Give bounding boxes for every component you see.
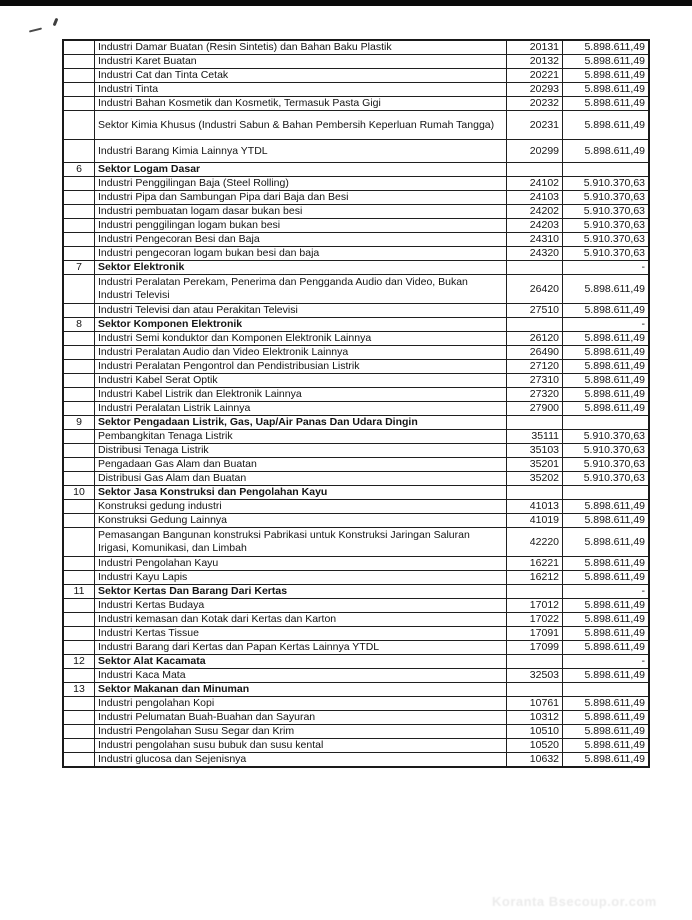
industry-code-cell: 35202: [507, 472, 563, 486]
industry-code-cell: 24310: [507, 233, 563, 247]
table-row: [63, 55, 649, 69]
industry-value-cell: 5.898.611,49: [563, 528, 650, 557]
table-row: [63, 557, 649, 571]
industry-name-cell: Industri pengolahan susu bubuk dan susu kental: [95, 739, 507, 753]
table-row: [63, 472, 649, 486]
industry-value-cell: 5.898.611,49: [563, 346, 650, 360]
row-number-cell: [63, 444, 95, 458]
table-row: [63, 275, 649, 304]
row-number-cell: [63, 571, 95, 585]
industry-name-cell: Industri Semi konduktor dan Komponen Elektronik Lainnya: [95, 332, 507, 346]
table-row: [63, 711, 649, 725]
industry-value-cell: 5.898.611,49: [563, 739, 650, 753]
industry-name-cell: Industri Pengolahan Kayu: [95, 557, 507, 571]
industry-value-cell: [563, 683, 650, 697]
industry-value-cell: 5.910.370,63: [563, 233, 650, 247]
industry-code-cell: 24320: [507, 247, 563, 261]
table-row: [63, 346, 649, 360]
industry-name-cell: Industri Karet Buatan: [95, 55, 507, 69]
industry-code-cell: 16212: [507, 571, 563, 585]
row-number-cell: [63, 69, 95, 83]
table-row: [63, 163, 649, 177]
industry-code-cell: 24203: [507, 219, 563, 233]
row-number-cell: [63, 205, 95, 219]
industry-code-cell: 17099: [507, 641, 563, 655]
industry-code-cell: [507, 655, 563, 669]
table-row: [63, 571, 649, 585]
industry-value-cell: 5.898.611,49: [563, 140, 650, 163]
industry-value-cell: 5.910.370,63: [563, 444, 650, 458]
row-number-cell: [63, 458, 95, 472]
table-row: [63, 233, 649, 247]
table-row: [63, 140, 649, 163]
industry-value-cell: 5.898.611,49: [563, 669, 650, 683]
row-number-cell: [63, 697, 95, 711]
industry-name-cell: Industri Cat dan Tinta Cetak: [95, 69, 507, 83]
table-row: [63, 388, 649, 402]
industry-value-cell: 5.898.611,49: [563, 40, 650, 55]
table-row: [63, 486, 649, 500]
industry-name-cell: Sektor Makanan dan Minuman: [95, 683, 507, 697]
industry-name-cell: Industri Tinta: [95, 83, 507, 97]
table-row: [63, 191, 649, 205]
table-row: [63, 219, 649, 233]
industry-code-cell: 20221: [507, 69, 563, 83]
industry-name-cell: Sektor Komponen Elektronik: [95, 318, 507, 332]
industry-value-cell: 5.910.370,63: [563, 191, 650, 205]
industry-code-cell: 20232: [507, 97, 563, 111]
industry-code-cell: [507, 163, 563, 177]
row-number-cell: 13: [63, 683, 95, 697]
table-row: [63, 514, 649, 528]
row-number-cell: [63, 599, 95, 613]
table-row: [63, 627, 649, 641]
row-number-cell: 10: [63, 486, 95, 500]
industry-value-cell: 5.898.611,49: [563, 613, 650, 627]
industry-name-cell: Industri Peralatan Audio dan Video Elektronik Lainnya: [95, 346, 507, 360]
industry-name-cell: Industri Kabel Listrik dan Elektronik Lainnya: [95, 388, 507, 402]
row-number-cell: [63, 83, 95, 97]
industry-code-cell: [507, 585, 563, 599]
industry-code-cell: 20132: [507, 55, 563, 69]
table-row: [63, 374, 649, 388]
table-row: [63, 360, 649, 374]
industry-name-cell: Industri penggilingan logam bukan besi: [95, 219, 507, 233]
row-number-cell: [63, 725, 95, 739]
industry-code-cell: 20299: [507, 140, 563, 163]
industry-value-cell: 5.898.611,49: [563, 83, 650, 97]
industry-code-cell: 35111: [507, 430, 563, 444]
row-number-cell: [63, 374, 95, 388]
row-number-cell: 11: [63, 585, 95, 599]
table-row: [63, 444, 649, 458]
industry-value-cell: 5.898.611,49: [563, 55, 650, 69]
pen-mark: [29, 27, 42, 32]
industry-value-cell: 5.910.370,63: [563, 219, 650, 233]
industry-code-cell: 17012: [507, 599, 563, 613]
industry-name-cell: Distribusi Tenaga Listrik: [95, 444, 507, 458]
row-number-cell: [63, 613, 95, 627]
industry-code-cell: 35201: [507, 458, 563, 472]
industry-value-cell: -: [563, 585, 650, 599]
industry-name-cell: Konstruksi Gedung Lainnya: [95, 514, 507, 528]
row-number-cell: [63, 219, 95, 233]
industry-name-cell: Sektor Pengadaan Listrik, Gas, Uap/Air Panas Dan Udara Dingin: [95, 416, 507, 430]
industry-name-cell: Industri Penggilingan Baja (Steel Rolling): [95, 177, 507, 191]
industry-name-cell: Industri Pengecoran Besi dan Baja: [95, 233, 507, 247]
industry-code-cell: 27510: [507, 304, 563, 318]
industry-value-cell: 5.898.611,49: [563, 374, 650, 388]
industry-name-cell: Sektor Kertas Dan Barang Dari Kertas: [95, 585, 507, 599]
table-row: [63, 739, 649, 753]
table-row: [63, 697, 649, 711]
industry-code-cell: [507, 683, 563, 697]
industry-name-cell: Industri Bahan Kosmetik dan Kosmetik, Termasuk Pasta Gigi: [95, 97, 507, 111]
industry-value-cell: 5.910.370,63: [563, 177, 650, 191]
industry-value-cell: [563, 416, 650, 430]
row-number-cell: [63, 275, 95, 304]
table-row: [63, 655, 649, 669]
industry-sector-table: [62, 39, 650, 768]
pen-mark: [53, 18, 59, 27]
row-number-cell: [63, 641, 95, 655]
industry-name-cell: Industri Pengolahan Susu Segar dan Krim: [95, 725, 507, 739]
row-number-cell: [63, 97, 95, 111]
industry-name-cell: Konstruksi gedung industri: [95, 500, 507, 514]
industry-code-cell: 20131: [507, 40, 563, 55]
industry-name-cell: Industri Damar Buatan (Resin Sintetis) dan Bahan Baku Plastik: [95, 40, 507, 55]
table-row: [63, 111, 649, 140]
industry-value-cell: 5.898.611,49: [563, 332, 650, 346]
row-number-cell: [63, 40, 95, 55]
industry-value-cell: 5.898.611,49: [563, 97, 650, 111]
industry-value-cell: 5.910.370,63: [563, 430, 650, 444]
industry-name-cell: Industri Kabel Serat Optik: [95, 374, 507, 388]
industry-value-cell: 5.898.611,49: [563, 69, 650, 83]
table-row: [63, 261, 649, 275]
industry-value-cell: 5.898.611,49: [563, 571, 650, 585]
table-row: [63, 402, 649, 416]
industry-name-cell: Pemasangan Bangunan konstruksi Pabrikasi untuk Konstruksi Jaringan Saluran Irigasi, Komunikasi, dan Limbah: [95, 528, 507, 557]
table-row: [63, 599, 649, 613]
industry-name-cell: Distribusi Gas Alam dan Buatan: [95, 472, 507, 486]
industry-name-cell: Sektor Jasa Konstruksi dan Pengolahan Kayu: [95, 486, 507, 500]
industry-code-cell: 10761: [507, 697, 563, 711]
industry-name-cell: Industri Kertas Tissue: [95, 627, 507, 641]
industry-name-cell: Industri Pipa dan Sambungan Pipa dari Baja dan Besi: [95, 191, 507, 205]
industry-code-cell: 41019: [507, 514, 563, 528]
table-row: [63, 332, 649, 346]
table-row: [63, 613, 649, 627]
row-number-cell: [63, 360, 95, 374]
table-row: [63, 528, 649, 557]
row-number-cell: [63, 711, 95, 725]
industry-value-cell: 5.898.611,49: [563, 725, 650, 739]
scan-edge-artifact: [0, 0, 692, 6]
row-number-cell: [63, 111, 95, 140]
industry-name-cell: Industri kemasan dan Kotak dari Kertas dan Karton: [95, 613, 507, 627]
industry-value-cell: 5.898.611,49: [563, 275, 650, 304]
industry-name-cell: Industri Televisi dan atau Perakitan Televisi: [95, 304, 507, 318]
row-number-cell: [63, 472, 95, 486]
row-number-cell: [63, 430, 95, 444]
industry-code-cell: 32503: [507, 669, 563, 683]
industry-code-cell: [507, 486, 563, 500]
industry-code-cell: 27310: [507, 374, 563, 388]
industry-value-cell: 5.898.611,49: [563, 627, 650, 641]
industry-name-cell: Industri Peralatan Listrik Lainnya: [95, 402, 507, 416]
industry-value-cell: 5.910.370,63: [563, 247, 650, 261]
industry-value-cell: 5.910.370,63: [563, 205, 650, 219]
table-row: [63, 641, 649, 655]
industry-value-cell: 5.898.611,49: [563, 557, 650, 571]
row-number-cell: [63, 402, 95, 416]
industry-value-cell: 5.898.611,49: [563, 697, 650, 711]
industry-code-cell: 27320: [507, 388, 563, 402]
table-row: [63, 205, 649, 219]
industry-name-cell: Sektor Logam Dasar: [95, 163, 507, 177]
row-number-cell: [63, 247, 95, 261]
industry-code-cell: [507, 416, 563, 430]
row-number-cell: [63, 233, 95, 247]
table-row: [63, 725, 649, 739]
row-number-cell: [63, 669, 95, 683]
industry-code-cell: 24202: [507, 205, 563, 219]
table-row: [63, 40, 649, 55]
industry-value-cell: 5.910.370,63: [563, 472, 650, 486]
industry-code-cell: [507, 318, 563, 332]
industry-name-cell: Industri Kaca Mata: [95, 669, 507, 683]
industry-value-cell: -: [563, 261, 650, 275]
industry-name-cell: Industri pengecoran logam bukan besi dan baja: [95, 247, 507, 261]
table-row: [63, 430, 649, 444]
table-row: [63, 458, 649, 472]
industry-name-cell: Sektor Alat Kacamata: [95, 655, 507, 669]
industry-name-cell: Pengadaan Gas Alam dan Buatan: [95, 458, 507, 472]
industry-name-cell: Sektor Kimia Khusus (Industri Sabun & Bahan Pembersih Keperluan Rumah Tangga): [95, 111, 507, 140]
row-number-cell: [63, 388, 95, 402]
table-row: [63, 177, 649, 191]
industry-code-cell: 27900: [507, 402, 563, 416]
industry-code-cell: 17091: [507, 627, 563, 641]
row-number-cell: [63, 177, 95, 191]
industry-name-cell: Industri Peralatan Perekam, Penerima dan Pengganda Audio dan Video, Bukan Industri Televisi: [95, 275, 507, 304]
industry-code-cell: 10312: [507, 711, 563, 725]
industry-code-cell: 20231: [507, 111, 563, 140]
row-number-cell: [63, 739, 95, 753]
industry-code-cell: 26490: [507, 346, 563, 360]
industry-name-cell: Industri Pelumatan Buah-Buahan dan Sayuran: [95, 711, 507, 725]
industry-value-cell: 5.898.611,49: [563, 711, 650, 725]
row-number-cell: [63, 528, 95, 557]
row-number-cell: [63, 514, 95, 528]
row-number-cell: 12: [63, 655, 95, 669]
industry-name-cell: Industri glucosa dan Sejenisnya: [95, 753, 507, 768]
table-row: [63, 304, 649, 318]
table-row: [63, 247, 649, 261]
industry-code-cell: 10520: [507, 739, 563, 753]
industry-name-cell: Industri Kayu Lapis: [95, 571, 507, 585]
industry-value-cell: 5.898.611,49: [563, 360, 650, 374]
industry-code-cell: 16221: [507, 557, 563, 571]
industry-value-cell: 5.898.611,49: [563, 514, 650, 528]
industry-value-cell: -: [563, 655, 650, 669]
row-number-cell: 7: [63, 261, 95, 275]
table-row: [63, 318, 649, 332]
industry-name-cell: Industri Barang dari Kertas dan Papan Kertas Lainnya YTDL: [95, 641, 507, 655]
table-row: [63, 585, 649, 599]
industry-code-cell: 35103: [507, 444, 563, 458]
industry-name-cell: Industri Kertas Budaya: [95, 599, 507, 613]
industry-code-cell: 24102: [507, 177, 563, 191]
table-row: [63, 500, 649, 514]
industry-name-cell: Industri Peralatan Pengontrol dan Pendistribusian Listrik: [95, 360, 507, 374]
row-number-cell: 9: [63, 416, 95, 430]
industry-value-cell: [563, 486, 650, 500]
industry-code-cell: 42220: [507, 528, 563, 557]
table-row: [63, 753, 649, 768]
industry-code-cell: 20293: [507, 83, 563, 97]
industry-value-cell: 5.898.611,49: [563, 599, 650, 613]
industry-name-cell: Pembangkitan Tenaga Listrik: [95, 430, 507, 444]
industry-value-cell: 5.910.370,63: [563, 458, 650, 472]
row-number-cell: [63, 191, 95, 205]
row-number-cell: [63, 346, 95, 360]
row-number-cell: [63, 500, 95, 514]
industry-name-cell: Sektor Elektronik: [95, 261, 507, 275]
table-row: [63, 416, 649, 430]
industry-value-cell: [563, 163, 650, 177]
table-row: [63, 669, 649, 683]
row-number-cell: 8: [63, 318, 95, 332]
row-number-cell: [63, 55, 95, 69]
industry-value-cell: -: [563, 318, 650, 332]
industry-code-cell: 24103: [507, 191, 563, 205]
row-number-cell: [63, 753, 95, 768]
industry-name-cell: Industri pembuatan logam dasar bukan besi: [95, 205, 507, 219]
table-row: [63, 97, 649, 111]
industry-value-cell: 5.898.611,49: [563, 500, 650, 514]
industry-value-cell: 5.898.611,49: [563, 388, 650, 402]
table-row: [63, 683, 649, 697]
row-number-cell: [63, 140, 95, 163]
industry-table-body: [63, 40, 649, 767]
row-number-cell: [63, 557, 95, 571]
row-number-cell: [63, 332, 95, 346]
industry-code-cell: 26420: [507, 275, 563, 304]
table-row: [63, 69, 649, 83]
industry-name-cell: Industri pengolahan Kopi: [95, 697, 507, 711]
industry-name-cell: Industri Barang Kimia Lainnya YTDL: [95, 140, 507, 163]
industry-code-cell: 10632: [507, 753, 563, 768]
row-number-cell: [63, 627, 95, 641]
industry-value-cell: 5.898.611,49: [563, 111, 650, 140]
industry-value-cell: 5.898.611,49: [563, 304, 650, 318]
industry-code-cell: 27120: [507, 360, 563, 374]
industry-code-cell: 17022: [507, 613, 563, 627]
industry-code-cell: 26120: [507, 332, 563, 346]
watermark-text: Koranta Bsecoup.or.com: [492, 894, 657, 909]
industry-code-cell: 10510: [507, 725, 563, 739]
industry-value-cell: 5.898.611,49: [563, 753, 650, 768]
table-row: [63, 83, 649, 97]
industry-code-cell: [507, 261, 563, 275]
row-number-cell: 6: [63, 163, 95, 177]
industry-value-cell: 5.898.611,49: [563, 641, 650, 655]
industry-code-cell: 41013: [507, 500, 563, 514]
row-number-cell: [63, 304, 95, 318]
industry-value-cell: 5.898.611,49: [563, 402, 650, 416]
